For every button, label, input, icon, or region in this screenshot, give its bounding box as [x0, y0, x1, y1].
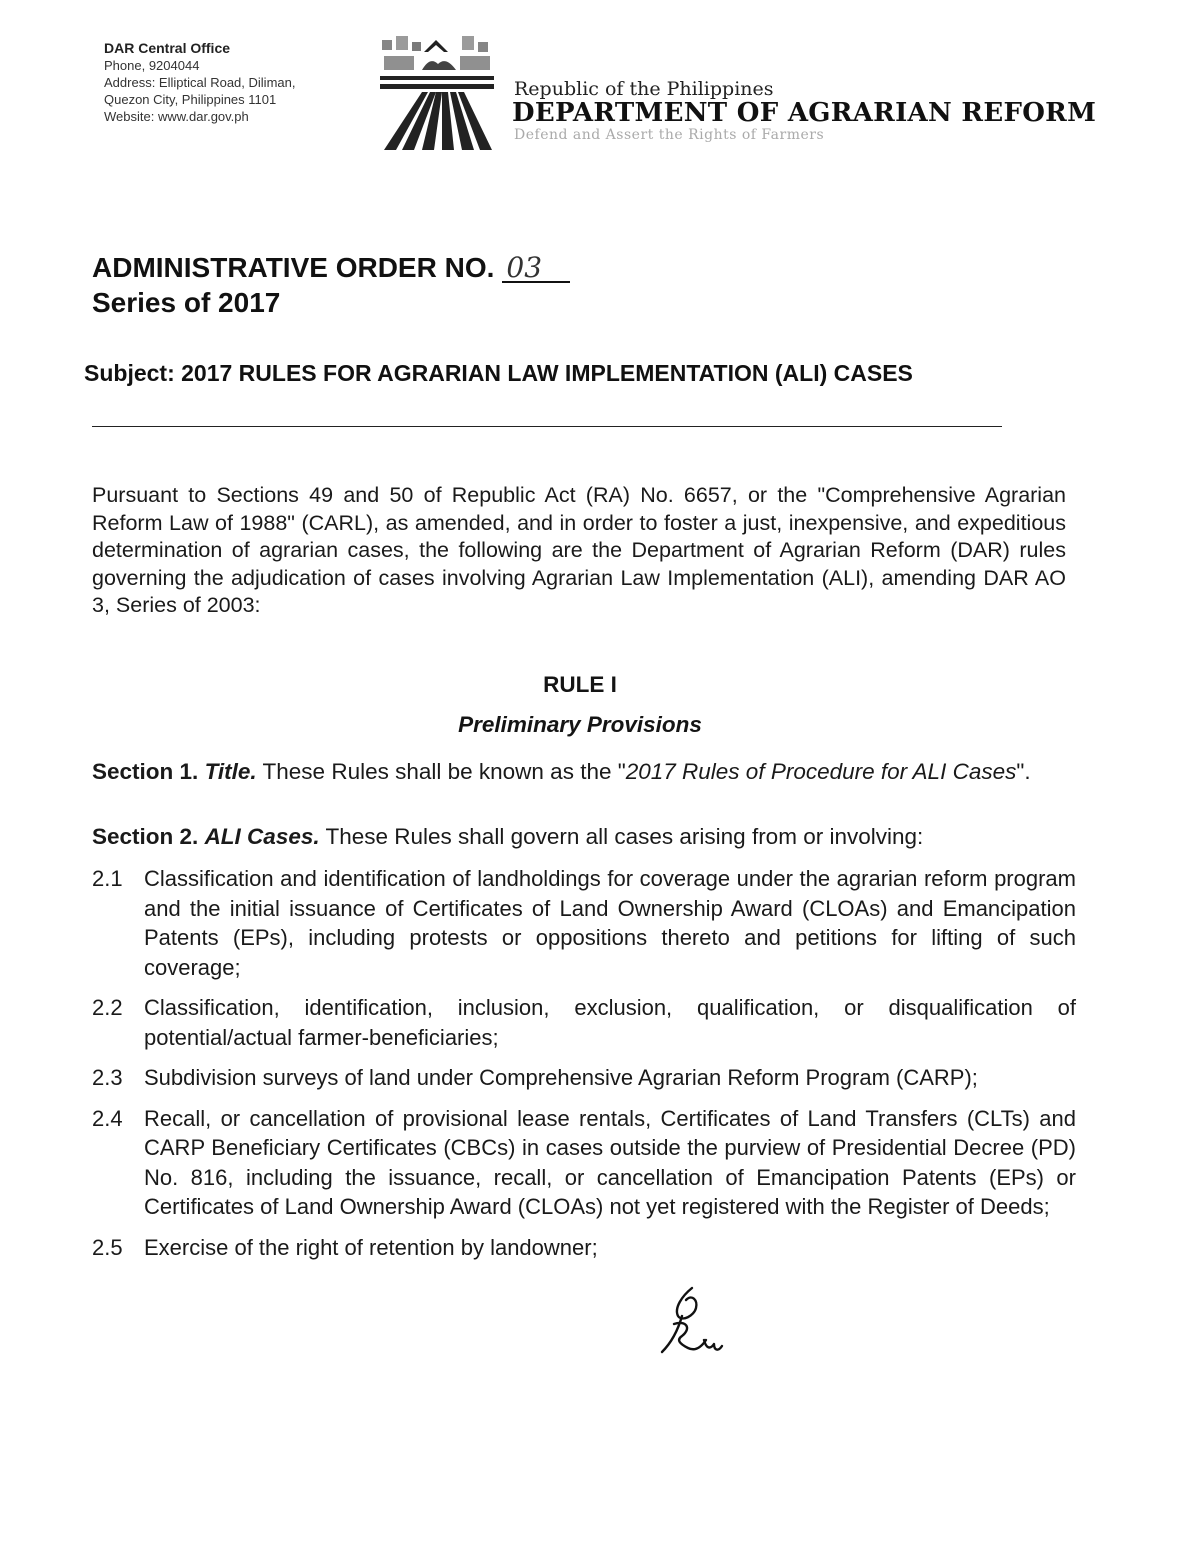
section-2 [92, 822, 1072, 851]
section-1-text-after: ". [1016, 759, 1031, 784]
initials-signature-icon [652, 1286, 724, 1360]
department-name: DEPARTMENT OF AGRARIAN REFORM [512, 98, 1097, 128]
section-1-title: Title. [204, 759, 257, 784]
list-item [92, 864, 1076, 982]
office-name: DAR Central Office [104, 40, 231, 56]
list-item-text: Classification and identification of landholdings for coverage under the agrarian reform program and the initial issuance of Certificates of Land Ownership Award (CLOAs) and Emancipation Patents (EPs), including protests or oppositions thereto and petitions for lifting of such coverage; [144, 866, 1076, 980]
office-phone: Phone, 9204044 [104, 58, 200, 73]
department-motto: Defend and Assert the Rights of Farmers [514, 127, 825, 143]
list-item-text: Exercise of the right of retention by landowner; [144, 1234, 598, 1260]
list-item [92, 1104, 1076, 1222]
administrative-order-label: ADMINISTRATIVE ORDER NO. [92, 252, 495, 283]
subject-divider [92, 426, 1002, 427]
list-item-number: 2.5 [92, 1234, 123, 1260]
administrative-order-number: 03 [502, 255, 570, 283]
subject-line: Subject: 2017 RULES FOR AGRARIAN LAW IMPLEMENTATION (ALI) CASES [84, 360, 913, 386]
rule-subheading: Preliminary Provisions [458, 712, 702, 737]
section-1 [92, 757, 1072, 786]
list-item [92, 1063, 1076, 1093]
list-item-text: Classification, identification, inclusion, exclusion, qualification, or disqualification of potential/actual farmer-beneficiaries; [144, 995, 1076, 1050]
list-item-text: Subdivision surveys of land under Comprehensive Agrarian Reform Program (CARP); [144, 1065, 978, 1090]
list-item [92, 1233, 1076, 1263]
series-label: Series of 2017 [92, 287, 281, 318]
list-item [92, 993, 1076, 1052]
list-item-number: 2.3 [92, 1065, 123, 1090]
section-2-label: Section 2. [92, 824, 199, 849]
list-item-number: 2.2 [92, 995, 123, 1020]
rule-heading: RULE I [543, 672, 617, 697]
office-address-line1: Address: Elliptical Road, Diliman, [104, 75, 296, 90]
section-2-item-list [92, 864, 1076, 1273]
section-1-italic-title: 2017 Rules of Procedure for ALI Cases [625, 759, 1017, 784]
office-website: Website: www.dar.gov.ph [104, 109, 249, 124]
list-item-number: 2.4 [92, 1105, 123, 1131]
intro-paragraph: Pursuant to Sections 49 and 50 of Republic Act (RA) No. 6657, or the "Comprehensive Agrarian Reform Law of 1988" (CARL), as amended, and in order to foster a just, inexpensive, and expeditious determination of agrarian cases, the following are the Department of Agrarian Reform (DAR) rules governing the adjudication of cases involving Agrarian Law Implementation (ALI), amending DAR AO 3, Series of 2003: [92, 483, 1066, 617]
republic-label: Republic of the Philippines [514, 78, 774, 100]
list-item-text: Recall, or cancellation of provisional lease rentals, Certificates of Land Transfers (CLTs) and CARP Beneficiary Certificates (CBCs) in cases outside the purview of Presidential Decree (PD) No. 816, including the issuance, recall, or cancellation of Emancipation Patents (EPs) or Certificates of Land Ownership Award (CLOAs) not yet registered with the Register of Deeds; [144, 1105, 1076, 1219]
dar-seal-icon [378, 34, 496, 150]
office-address-line2: Quezon City, Philippines 1101 [104, 92, 277, 107]
section-1-label: Section 1. [92, 759, 199, 784]
section-2-text: These Rules shall govern all cases arising from or involving: [325, 824, 924, 849]
list-item-number: 2.1 [92, 866, 123, 891]
office-contact-block [104, 40, 295, 125]
section-2-title: ALI Cases. [204, 824, 320, 849]
administrative-order-title [92, 252, 570, 284]
section-1-text-before: These Rules shall be known as the " [262, 759, 626, 784]
